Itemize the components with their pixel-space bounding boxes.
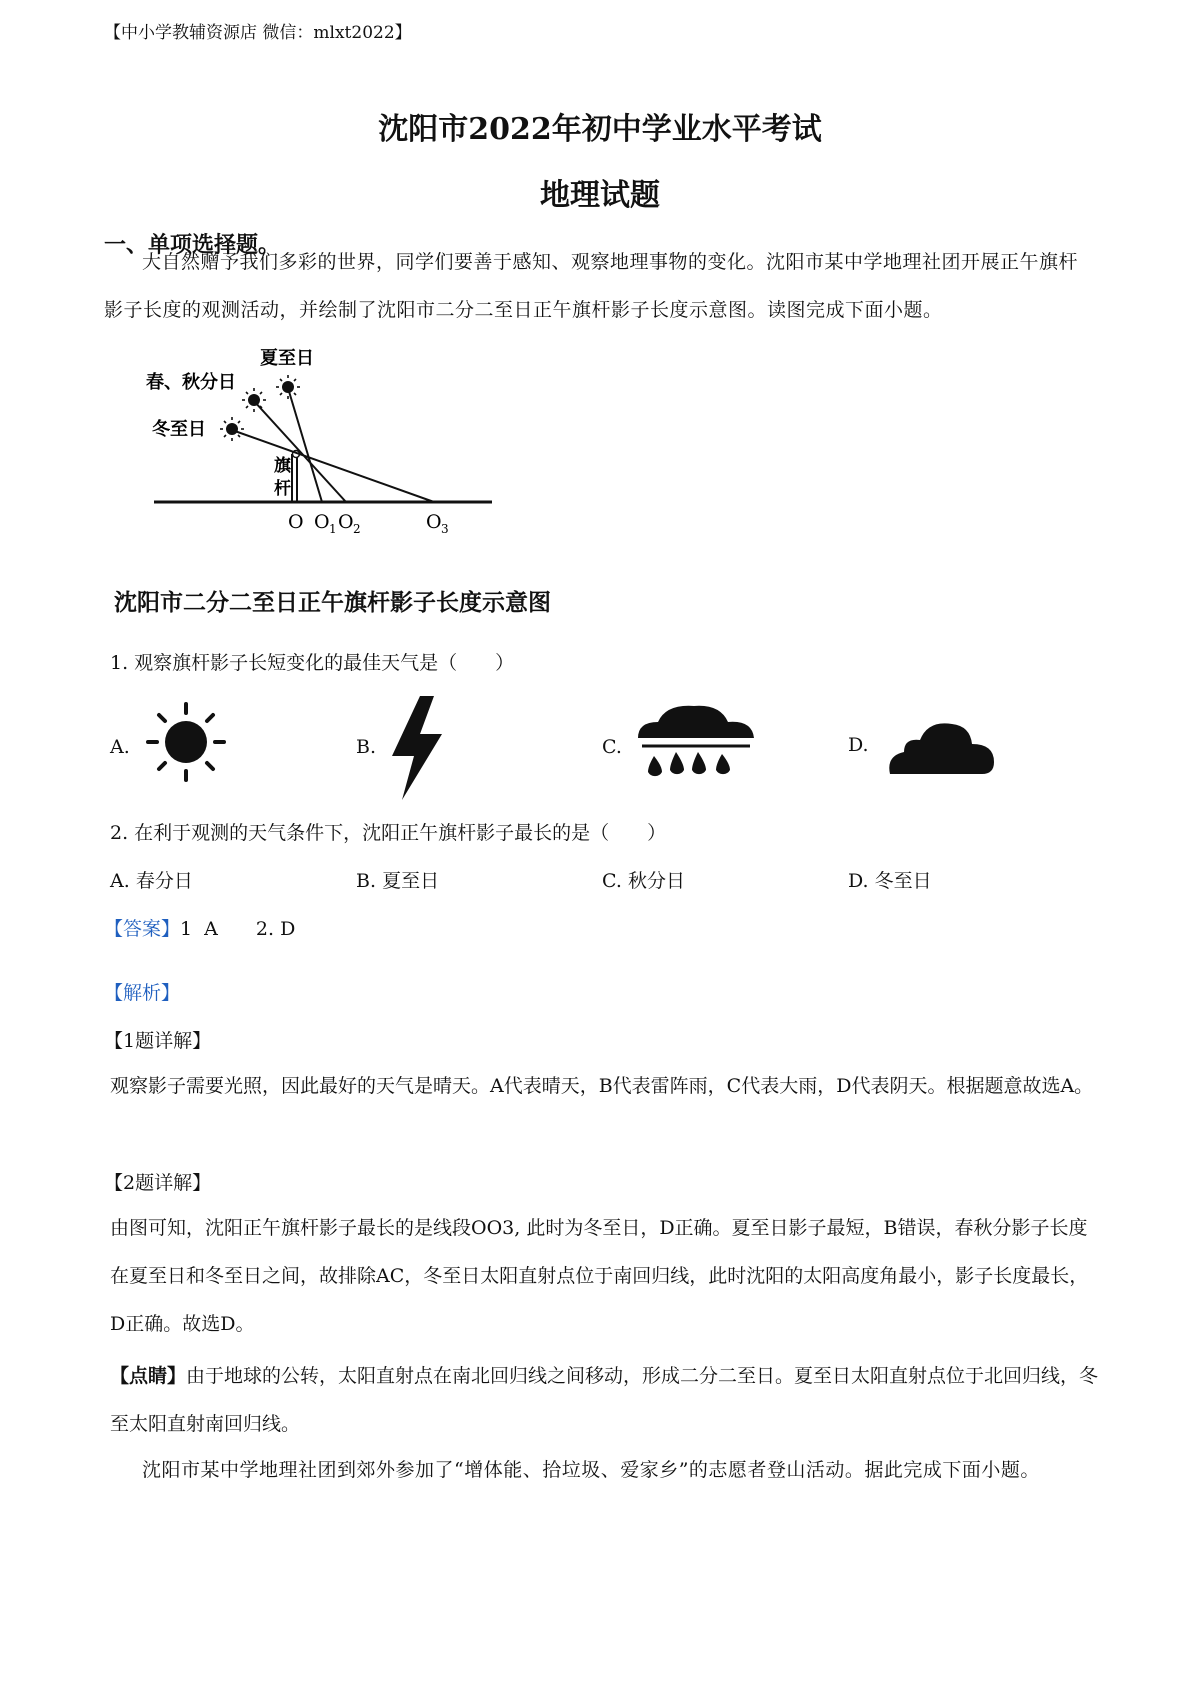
- question-2-stem: 2. 在利于观测的天气条件下，沈阳正午旗杆影子最长的是（ ）: [110, 822, 667, 844]
- q2-option-b-label: B.: [356, 870, 377, 892]
- q2-option-c: [602, 866, 685, 893]
- q2-option-a-label: A.: [110, 870, 130, 892]
- lightning-icon: [388, 694, 448, 804]
- equinox-ray: [254, 401, 346, 502]
- detail-2-text: 由图可知，沈阳正午旗杆影子最长的是线段OO3, 此时为冬至日，D正确。夏至日影子最短，B错误，春秋分影子长度在夏至日和冬至日之间，故排除AC，冬至日太阳直射点位于南回归线，此时沈阳的太阳高度角最小，影子长度最长，D正确。故选D。: [110, 1217, 1089, 1335]
- label-o2-sub: 2: [353, 522, 361, 536]
- heavy-rain-icon: [632, 700, 758, 784]
- label-o1: O: [314, 511, 330, 533]
- label-pole-1: 旗: [274, 456, 291, 476]
- analysis-label: 【解析】: [104, 982, 181, 1004]
- sun-icon: [144, 700, 228, 784]
- q2-option-d-label: D.: [848, 870, 869, 892]
- subject-title: 地理试题: [540, 178, 660, 213]
- label-equinox: 春、秋分日: [146, 372, 236, 393]
- question-1-stem: 1. 观察旗杆影子长短变化的最佳天气是（ ）: [110, 652, 515, 674]
- answer-text: 1 A 2. D: [180, 918, 296, 940]
- label-o3: O: [426, 511, 442, 533]
- shadow-length-diagram: [146, 348, 620, 588]
- label-o: O: [288, 511, 304, 533]
- detail-1-text: 观察影子需要光照，因此最好的天气是晴天。A代表晴天，B代表雷阵雨，C代表大雨，D代表阴天。根据题意故选A。: [110, 1075, 1094, 1097]
- answer-line: [104, 914, 295, 941]
- q1-option-b-label: B.: [356, 736, 377, 758]
- winter-ray: [232, 430, 434, 502]
- q2-option-d: [848, 866, 932, 893]
- q2-option-c-text: 秋分日: [627, 870, 685, 892]
- q1-option-c-label: C.: [602, 736, 622, 758]
- winter-sun-icon: [220, 417, 244, 441]
- label-summer: 夏至日: [260, 348, 314, 369]
- equinox-sun-icon: [242, 388, 266, 412]
- q2-option-b-text: 夏至日: [382, 870, 440, 892]
- q2-option-b: [356, 866, 439, 893]
- header-note: 【中小学教辅资源店 微信：mlxt2022】: [104, 23, 412, 43]
- detail-2-head: 【2题详解】: [104, 1172, 212, 1194]
- q2-option-a-text: 春分日: [135, 870, 193, 892]
- q1-option-a-label: A.: [110, 736, 130, 758]
- q1-option-d-label: D.: [848, 734, 869, 756]
- label-o2: O: [338, 511, 354, 533]
- section-heading: 一、单项选择题。: [104, 232, 281, 258]
- exam-title: 沈阳市2022年初中学业水平考试: [378, 112, 822, 147]
- intro-paragraph: 大自然赠予我们多彩的世界，同学们要善于感知、观察地理事物的变化。沈阳市某中学地理社团开展正午旗杆影子长度的观测活动，并绘制了沈阳市二分二至日正午旗杆影子长度示意图。读图完成下面小题。: [104, 251, 1079, 321]
- detail-1-head: 【1题详解】: [104, 1030, 212, 1052]
- q2-option-d-text: 冬至日: [874, 870, 932, 892]
- tip-block: [110, 1352, 1100, 1448]
- figure-caption: 沈阳市二分二至日正午旗杆影子长度示意图: [114, 590, 551, 616]
- answer-label: 【答案】: [104, 918, 181, 940]
- tip-head: 【点睛】: [110, 1365, 187, 1387]
- label-o1-sub: 1: [329, 522, 337, 536]
- cloud-icon: [886, 716, 998, 778]
- summer-sun-icon: [276, 375, 300, 399]
- label-pole-2: 杆: [274, 479, 291, 499]
- label-winter: 冬至日: [152, 419, 206, 440]
- next-intro-paragraph: 沈阳市某中学地理社团到郊外参加了“增体能、拾垃圾、爱家乡”的志愿者登山活动。据此完成下面小题。: [142, 1459, 1040, 1481]
- q2-option-a: [110, 866, 193, 893]
- label-o3-sub: 3: [441, 522, 449, 536]
- q2-option-c-label: C.: [602, 870, 622, 892]
- tip-text: 由于地球的公转，太阳直射点在南北回归线之间移动，形成二分二至日。夏至日太阳直射点位于北回归线，冬至太阳直射南回归线。: [110, 1365, 1099, 1435]
